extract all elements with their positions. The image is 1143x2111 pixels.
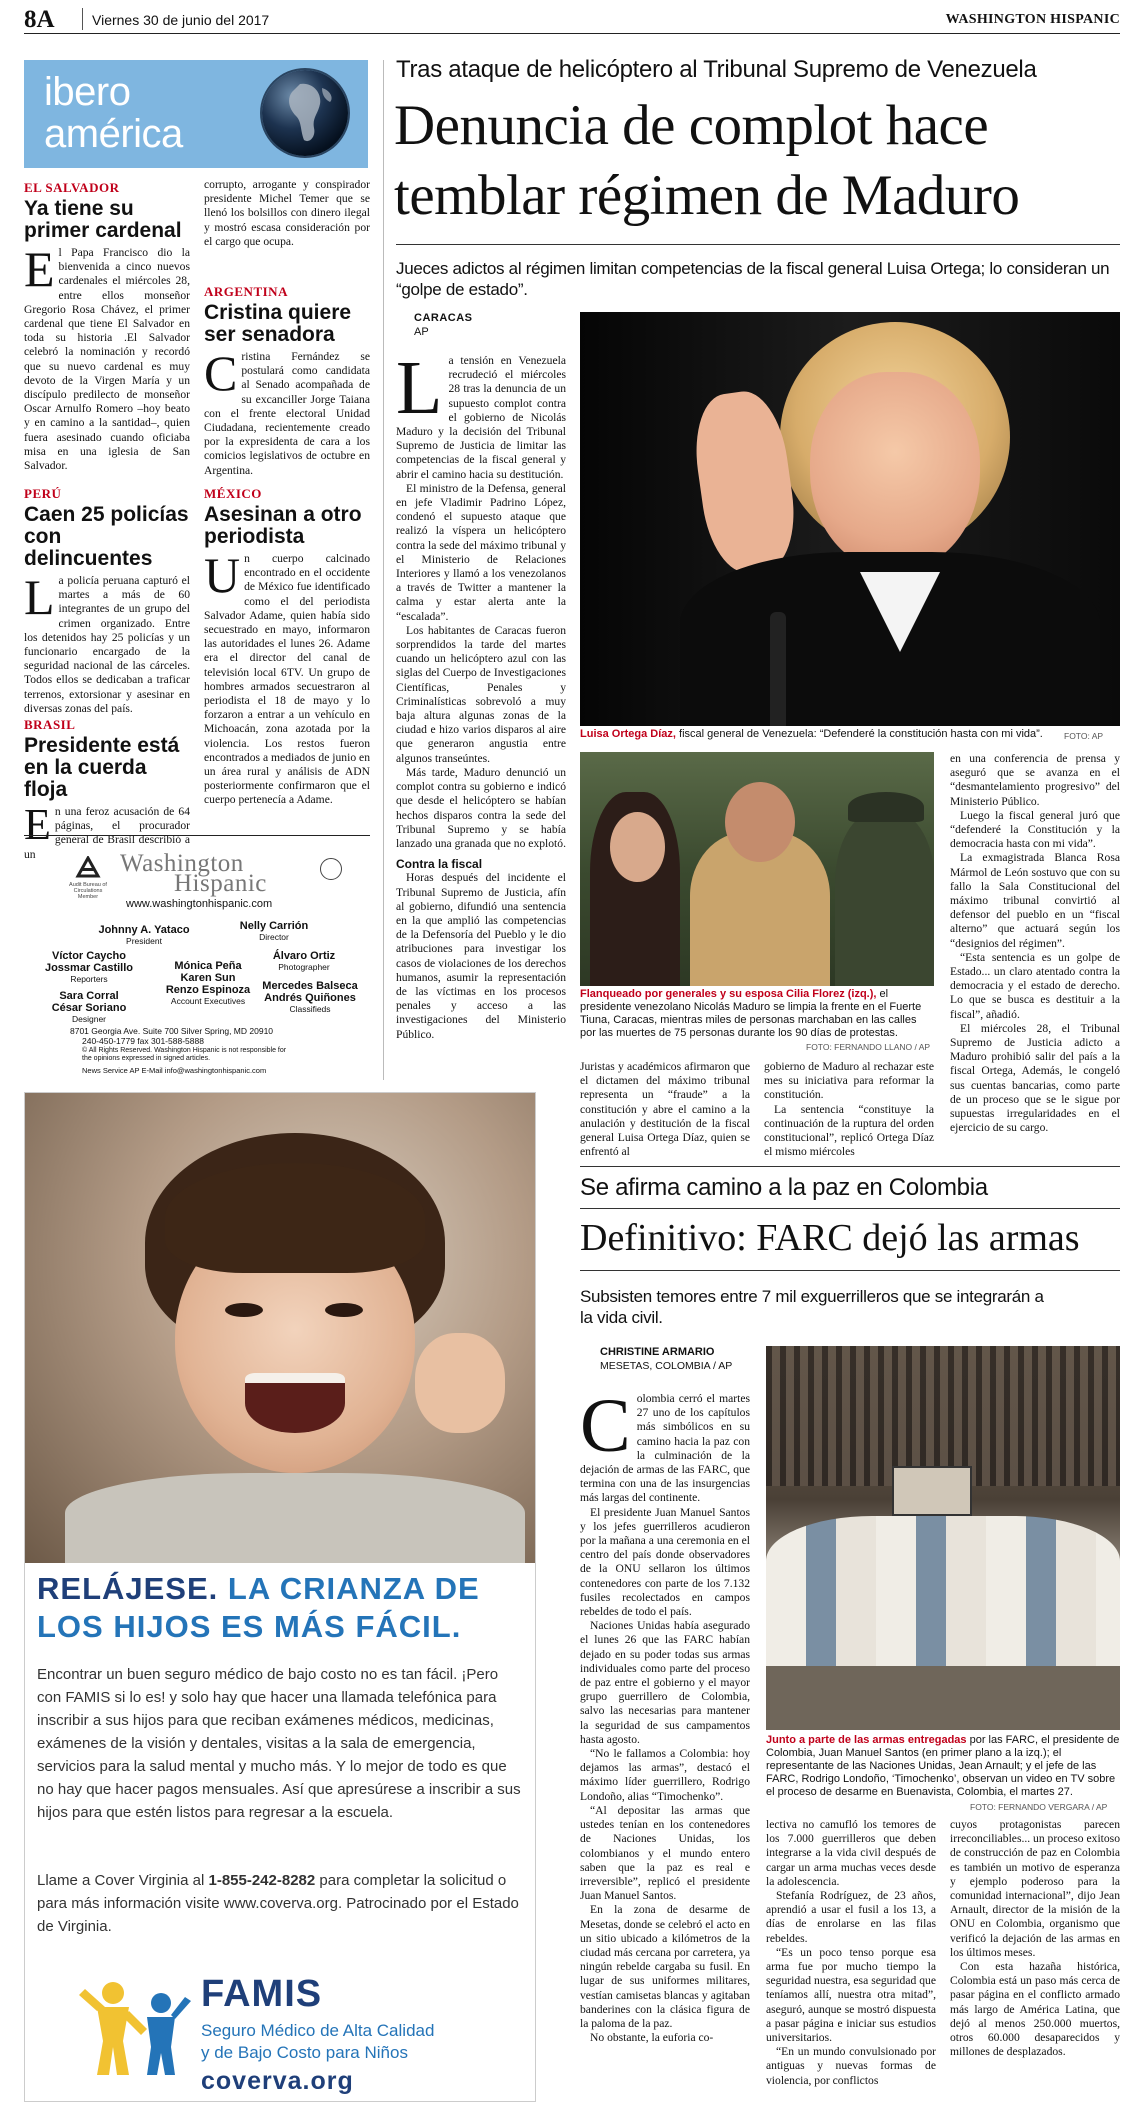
- famis-logo-figures: [75, 1971, 195, 2081]
- ad-headline-2: LOS HIJOS ES MÁS FÁCIL.: [37, 1609, 462, 1644]
- photo-tv-screen: [892, 1466, 972, 1516]
- story2-headline: Definitivo: FARC dejó las armas: [580, 1217, 1080, 1259]
- section-title-1: ibero: [44, 70, 131, 114]
- paper-logo-line1: Washington: [120, 850, 244, 877]
- brief-headline: Ya tiene su primer cardenal: [24, 197, 182, 242]
- famis-url[interactable]: coverva.org: [201, 2067, 354, 2095]
- story2-head-rule: [580, 1270, 1120, 1271]
- photo-general-right: [835, 812, 934, 986]
- section-box: [24, 60, 368, 168]
- photo-microphone: [770, 612, 786, 726]
- photo-maduro: [580, 752, 934, 986]
- staff-photographer: Álvaro Ortiz Photographer: [272, 950, 336, 972]
- staff-classifieds: Mercedes Balseca Andrés Quiñones Classifieds: [262, 980, 358, 1014]
- story2-top-rule: [580, 1166, 1120, 1167]
- child-mouth: [245, 1373, 345, 1433]
- story1-rule: [396, 244, 1120, 245]
- ad-body: Encontrar un buen seguro médico de bajo costo no es tan fácil. ¡Pero con FAMIS si lo es! y solo hay que hacer una llamada telefónica para inscribir a sus hijos para que reciban exámenes médicos, medicinas, exámenes de la visión y dentales, visitas a la sala de emergencia, servicios para la salud mental y mucho más. Y lo mejor de todo es que no hay que hacer pagos mensuales. Así que apresúrese a inscribir a sus hijos para que estén listos para regresar a la escuela.: [37, 1666, 521, 1821]
- staff-director: Nelly Carrión Director: [239, 920, 309, 942]
- page-header: [24, 6, 1120, 32]
- child-eye-left: [225, 1303, 263, 1317]
- story2-kicker-rule: [580, 1208, 1120, 1209]
- story2-dateline: MESETAS, COLOMBIA / AP: [600, 1360, 733, 1372]
- story2-column-3: cuyos protagonistas parecen irreconciliables... un proceso exitoso de construcción de paz en Colombia es también un motivo de esperanza y ejemplo poderoso para la comunidad internacional”, dijo Jean Arnault, director de la misión de la ONU en Colombia, organismo que verificó la dejación de las armas en los últimos meses. Con esta hazaña histórica, Colombia está un paso más cerca de pasar página en el conflicto armado más largo de América Latina, que dejó al menos 250.000 muertos, otros 60.000 desaparecidos y millones de desplazados.: [950, 1818, 1120, 2059]
- photo2-credit: FOTO: FERNANDO LLANO / AP: [806, 1042, 931, 1052]
- photo1-credit: FOTO: AP: [1064, 731, 1104, 741]
- address: 8701 Georgia Ave. Suite 700 Silver Spring, MD 20910: [70, 1026, 274, 1036]
- photo-face-left: [610, 812, 665, 882]
- story1-headline-1: Denuncia de complot hace: [394, 94, 989, 157]
- brief-body: n cuerpo calcinado encontrado en el occidente de México fue identificado como el del periodista Salvador Adame, quien había sido secuestrado en mayo, informaron las autoridades el lunes 26. Adame era el director del canal de televisión local 6TV. Un grupo de hombres armados secuestraron al periodista el 18 de mayo y lo forzaron a entrar a un vehículo en Michoacán, zona azotada por la violencia. Los restos fueron encontrados a mediados de junio en un área rural y análisis de ADN posteriormente confirmaron que el cuerpo pertenecía a Adame.: [204, 552, 370, 807]
- famis-tagline-2: y de Bajo Costo para Niños: [201, 2043, 408, 2062]
- story1-deck: Jueces adictos al régimen limitan competencias de la fiscal general Luisa Ortega; lo consideran un “golpe de estado”.: [396, 259, 1110, 299]
- header-divider: [82, 8, 83, 30]
- ad-call-text-2: para completar la solicitud o para más información visite www.coverva.org. Patrocinado por el Estado de Virginia.: [37, 1872, 519, 1935]
- staff-accounts: Mónica Peña Karen Sun Renzo Espinoza Account Executives: [165, 960, 251, 1006]
- brief-country: ARGENTINA: [204, 284, 288, 299]
- drop-cap: U: [204, 547, 241, 603]
- drop-cap: E: [24, 241, 55, 297]
- brief-brasil-continued: corrupto, arrogante y conspirador presidente Michel Temer que se llenó los bolsillos con dinero ilegal y mostró escasa consideración por el cargo que ocupa.: [204, 178, 370, 248]
- ad-call: [37, 1869, 523, 1938]
- ad-headline-crianza: LA CRIANZA DE: [227, 1571, 480, 1606]
- paper-name: WASHINGTON HISPANIC: [945, 12, 1120, 27]
- photo3-caption: Junto a parte de las armas entregadas por las FARC, el presidente de Colombia, Juan Manuel Santos (en primer plano a la izq.); el representante de las Naciones Unidas, Jean Arnault; y el jefe de las FARC, Rodrigo Londoño, ‘Timochenko’, observan un video en TV sobre el proceso de desarme en Buenavista, Colombia, el martes 27.: [766, 1734, 1120, 1798]
- photo2-caption: Flanqueado por generales y su esposa Cilia Florez (izq.), el presidente venezolano Nicolás Maduro se limpia la frente en el Fuerte Tiuna, Caracas, mientras miles de personas marchaban en las calles por las muertes de 75 personas durante los 90 días de protestas.: [580, 988, 922, 1039]
- ad-headline-relajese: RELÁJESE.: [37, 1571, 219, 1606]
- famis-tagline-1: Seguro Médico de Alta Calidad: [201, 2021, 435, 2040]
- brief-argentina: [204, 284, 370, 478]
- globe-icon: [262, 70, 348, 156]
- ad-headline-1: [37, 1571, 480, 1607]
- photo1-caption: Luisa Ortega Díaz, fiscal general de Venezuela: “Defenderé la constitución hasta con mi vida”.: [580, 728, 1043, 740]
- brief-country: MÉXICO: [204, 486, 262, 501]
- child-eye-right: [325, 1303, 363, 1317]
- header-rule: [24, 33, 1120, 34]
- drop-cap: C: [580, 1384, 631, 1468]
- website: www.washingtonhispanic.com: [126, 898, 273, 910]
- abc-label: Audit Bureau of Circulations Member: [69, 882, 107, 900]
- photo-face: [810, 372, 980, 572]
- brief-body: ristina Fernández se postulará como candidata al Senado acompañada de su excanciller Jorge Taiana con el frente electoral Unidad Ciudadana, recientemente creado por la expresidenta de cara a los comicios legislativos de octubre en Argentina.: [204, 350, 370, 477]
- brief-headline: Asesinan a otro periodista: [204, 503, 362, 548]
- brief-country: PERÚ: [24, 486, 62, 501]
- story1-agency: AP: [414, 326, 429, 338]
- child-shirt: [65, 1473, 525, 1563]
- story1-column-3: gobierno de Maduro al rechazar este mes su iniciativa para reformar la constitución. La sentencia “constituye la continuación de la ruptura del orden constitucional”, replicó Ortega Díaz el mismo miércoles: [764, 1060, 934, 1159]
- photo-maduro-face: [725, 782, 795, 862]
- ad-phone[interactable]: 1-855-242-8282: [208, 1872, 316, 1889]
- staff-designer: Sara Corral César Soriano Designer: [51, 990, 127, 1024]
- drop-cap: C: [204, 345, 238, 401]
- drop-cap: L: [24, 569, 55, 625]
- story1-column-1: L a tensión en Venezuela recrudeció el miércoles 28 tras la denuncia de un supuesto complot contra el gobierno de Nicolás Maduro y la decisión del Tribunal Supremo de Justicia de limitar las competencias de la fiscal general y abrir el camino hacia su destitución. El ministro de la Defensa, general en jefe Vladimir Padrino López, condenó el supuesto ataque que realizó la víspera un helicóptero contra la sede del máximo tribunal y el Ministerio de Relaciones Interiores y llamó a los venezolanos a través de Twitter a mantener la calma y estar alerta ante la “escalada”. Los habitantes de Caracas fueron sorprendidos la tarde del martes cuando un helicóptero azul con las siglas del Cuerpo de Investigaciones Científicas, Penales y Criminalísticas sobrevoló a muy baja altura algunas zonas de la ciudad e hizo varios disparos al aire que generaron angustia entre algunos transeúntes. Más tarde, Maduro denunció un complot contra su gobierno e indicó que desde el helicóptero se habían hechos disparos contra la sede del Tribunal Supremo y se había lanzado una granada que no explotó. Contra la fiscal Horas después del incidente el Tribunal Supremo de Justicia, afín al gobierno, difundió una sentencia en la que amplió las competencias de la Defensoría del Pueblo y le dio atribuciones para investigar los casos de violaciones de los derechos humanos, asumir la representación de las víctimas en los procesos penales y acceso a las investigaciones del Ministerio Público.: [396, 346, 566, 1041]
- photo-luisa-ortega: [580, 312, 1120, 726]
- page-number: 8A: [24, 6, 55, 33]
- photo-floor: [766, 1666, 1120, 1730]
- ad-photo-child: [25, 1093, 535, 1563]
- story2-column-1: C olombia cerró el martes 27 uno de los capítulos más simbólicos en su camino hacia la paz con la culminación de la dejación de armas de las FARC, que termina con una de las insurgencias más largas del continente. El presidente Juan Manuel Santos y los jefes guerrilleros acudieron por la mañana a una ceremonia en el centro del país donde observadores de la ONU sellaron los últimos contenedores con parte de los 7.132 fusiles recolectados en campos rebeldes de todo el país. Naciones Unidas había asegurado el lunes 26 que las FARC habían dejado en su poder todas sus armas individuales como parte del proceso de paz entre el gobierno y el mayor grupo guerrillero de Colombia, salvo las necesarias para mantener la seguridad de sus campamentos hasta agosto. “No le fallamos a Colombia: hoy dejamos las armas”, destacó el máximo líder guerrillero, Rodrigo Londoño, alias “Timochenko”. “Al depositar las armas que ustedes tenían en los contenedores de Naciones Unidas, los colombianos y el mundo entero saben que la paz es real e irreversible”, replicó el presidente Juan Manuel Santos. En la zona de desarme de Mesetas, donde se celebró el acto en un sitio ubicado a kilómetros de la ciudad más cercana por carretera, ya ningún rebelde cargaba su fusil. En lugar de sus uniformes militares, vestían camisetas blancas y agitaban banderines con la clásica figura de la paloma de la paz. No obstante, la euforia co-: [580, 1384, 750, 2045]
- story1-dateline: CARACAS: [414, 312, 473, 324]
- story1-headline-2: temblar régimen de Maduro: [394, 164, 1020, 227]
- brief-headline: Cristina quiere ser senadora: [204, 301, 352, 346]
- brief-headline: Caen 25 policías con delincuentes: [24, 503, 189, 570]
- seal-icon: [320, 858, 342, 880]
- section-title-2: américa: [44, 112, 183, 156]
- brief-headline: Presidente está en la cuerda floja: [24, 734, 180, 801]
- story1-column-2: Juristas y académicos afirmaron que el dictamen del máximo tribunal representa un “fraude” a la constitución y abre el camino a la anulación y destitución de la fiscal general Luisa Ortega Díaz, quien se enfrentó al: [580, 1060, 750, 1159]
- photo3-credit: FOTO: FERNANDO VERGARA / AP: [970, 1802, 1108, 1812]
- story1-subhead: Contra la fiscal: [396, 857, 483, 872]
- photo-farc-ceremony: [766, 1346, 1120, 1730]
- photo-general-cap: [848, 792, 924, 822]
- story2-column-2: lectiva no camufló los temores de los 7.000 guerrilleros que deben integrarse a la vida civil después de cargar un arma muchas veces desde la adolescencia. Stefanía Rodríguez, de 23 años, aprendió a usar el fusil a los 13, a días de enrolarse en las filas rebeldes. “Es un poco tenso porque esa arma fue por mucho tiempo la seguridad nuestra, esa seguridad que teníamos allí, nuestra otra mitad”, aseguró, aunque se mostró dispuesta a pasar página e iniciar sus estudios universitarios. “En un mundo convulsionado por antiguas y nuevas formas de violencia, por conflictos: [766, 1818, 936, 2087]
- brief-body: a policía peruana capturó el martes a más de 60 integrantes de un grupo del crimen organizado. Entre los detenidos hay 25 policías y un funcionario encargado de la seguridad nacional de las cárceles. Todos ellos se dedicaban a traficar terrenos, extorsionar y asesinar en diversas zonas del país.: [24, 574, 190, 715]
- child-fist: [415, 1333, 505, 1433]
- child-bangs: [165, 1163, 425, 1273]
- brief-mexico: [204, 486, 370, 808]
- abc-logo: [68, 856, 108, 900]
- story2-kicker: Se afirma camino a la paz en Colombia: [580, 1174, 988, 1201]
- brief-body: n una feroz acusación de 64 páginas, el procurador general de Brasil describió a un: [24, 805, 190, 861]
- ad-call-text: Llame a Cover Virginia al: [37, 1872, 209, 1889]
- story2-deck: Subsisten temores entre 7 mil exguerrilleros que se integrarán a la vida civil.: [580, 1287, 1044, 1327]
- rights: © All Rights Reserved. Washington Hispanic is not responsible for the opinions expressed in signed articles.: [82, 1047, 287, 1062]
- paper-logo-line2: Hispanic: [174, 870, 267, 897]
- phone: 240-450-1779 fax 301-588-5888: [82, 1036, 204, 1046]
- brief-body: l Papa Francisco dio la bienvenida a cinco nuevos cardenales el miércoles 28, entre ellos monseñor Gregorio Rosa Chávez, el primer cardenal que tiene El Salvador en toda su historia .El Salvador celebró la nominación y recordó que su nuevo cardenal es muy devoto de la Virgen María y un discípulo predilecto de monseñor Oscar Arnulfo Romero –hoy beato y en camino a la santidad–, quien fuera asesinado cuando oficiaba misa en una iglesia de San Salvador.: [24, 246, 190, 473]
- story1-column-4: en una conferencia de prensa y aseguró que se avanza en el “desmantelamiento progresivo” del Ministerio Público. Luego la fiscal general juró que “defenderé la Constitución y la democracia hasta con mi vida”. La exmagistrada Blanca Rosa Mármol de León sostuvo que con su fallo la Sala Constitucional del máximo tribunal convirtió al defensor del pueblo en un “fiscal alterno” que actuará según los “designios del régimen”. “Esta sentencia es un golpe de Estado... un claro atentado contra la democracia y el estado de derecho. Lo que se busca es destituir a la fiscal”, añadió. El miércoles 28, el Tribunal Supremo de Justicia adicto a Maduro prohibió salir del país a la fiscal Ortega, Además, le congeló sus cuentas bancarias, como parte de un proceso que se le sigue por supuestas irregularidades en el ejercicio de su cargo.: [950, 752, 1120, 1135]
- drop-cap: E: [24, 800, 51, 849]
- masthead-box: [24, 835, 370, 1080]
- drop-cap: L: [396, 346, 443, 430]
- photo-weapons-rack: [766, 1346, 1120, 1486]
- famis-ad: [24, 1092, 536, 2102]
- famis-logo-text: FAMIS: [201, 1973, 323, 2015]
- story1-kicker: Tras ataque de helicóptero al Tribunal Supremo de Venezuela: [396, 56, 1037, 83]
- brief-country: BRASIL: [24, 717, 76, 732]
- brief-el-salvador: [24, 180, 190, 473]
- staff-president: Johnny A. Yataco President: [98, 924, 190, 946]
- photo-people-row: [766, 1516, 1120, 1666]
- issue-date: Viernes 30 de junio del 2017: [92, 12, 270, 28]
- brief-country: EL SALVADOR: [24, 180, 120, 195]
- staff-reporters: Víctor Caycho Jossmar Castillo Reporters: [44, 950, 134, 984]
- brief-peru: [24, 486, 190, 716]
- column-separator: [383, 60, 384, 1080]
- news-service: News Service AP E-Mail info@washingtonhispanic.com: [82, 1066, 267, 1075]
- story2-byline: CHRISTINE ARMARIO: [600, 1346, 715, 1358]
